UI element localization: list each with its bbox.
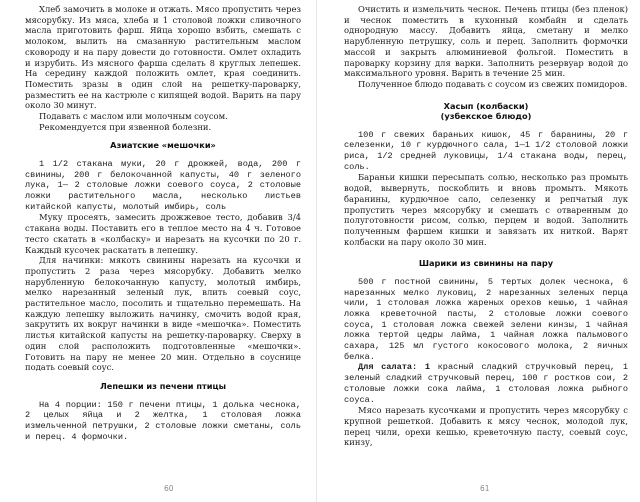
ingredients-list: 500 г постной свинины, 5 тертых долек чеснока, 6 нарезанных мелко луковиц, 2 нарезанных зеленых перца чили, 1 столовая ложка жареных орехов кешью, 1 чайная ложка креветочной пасты, 2 столовые ложки соевого соуса, 1 столовая ложка свежей зелени кинзы, 1 чайная ложка тертой цедры лайма, 1 чайная ложка пальмового сахара, 125 мл густого кокосового молока, 2 яичных белка. <box>344 276 628 362</box>
salad-ingredients-text: красный сладкий стручковый перец, 1 зеленый сладкий стручковый перец, 100 г ростков сои, 2 столовые ложки сока лайма, 1 столовая ложка рыбного соуса. <box>344 362 628 405</box>
right-page-column <box>344 4 628 448</box>
method-paragraph: Очистить и измельчить чеснок. Печень птицы (без пленок) и чеснок поместить в кухонный комбайн и сделать однородную массу. Добавить яйца, сметану и мелко нарубленную петрушку, соль и перец. Заполнить формочки массой и закрыть алюминиевой фольгой. Поместить в пароварку корзину для варки. Заполнить резервуар водой до максимального уровня. Варить в течение 25 мин. <box>344 4 628 79</box>
recipe-title: Шарики из свинины на пару <box>418 258 554 269</box>
ingredients-list: 100 г свежих бараньих кишок, 45 г баранины, 20 г селезенки, 10 г курдючного сала, 1—1 1/2 столовой ложки риса, 1/2 средней луковицы, 1/4 стакана воды, перец, соль. <box>344 129 628 172</box>
page-number: 61 <box>480 484 490 493</box>
method-paragraph: Муку просеять, замесить дрожжевое тесто, добавив 3/4 стакана воды. Поставить его в теплое место на 4 ч. Готовое тесто скатать в «колбаску» и нарезать на кусочки по 20 г. Каждый кусочек раскатать в лепешку. <box>25 212 301 255</box>
salad-label: Для салата: 1 <box>358 362 430 373</box>
method-paragraph: Мясо нарезать кусочками и пропустить через мясорубку с крупной решеткой. Добавить к мясу чеснок, молодой лук, перец чили, орехи кешью, креветочную пасту, соевый соус, кинзу, <box>344 405 628 448</box>
method-paragraph: Для начинки: мякоть свинины нарезать на кусочки и пропустить 2 раза через мясорубку. Добавить мелко нарубленную белокочанную капусту, молотый имбирь, мелко нарезанный зеленый лук, влить соевый соус, растительное масло, посолить и тщательно перемешать. На каждую лепешку выложить начинку, смочить водой края, закрутить их вокруг начинки в виде «мешочка». Поместить листья китайской капусты на решетку-пароварку. Сверху в один слой расположить подготовленные «мешочки». Готовить на пару не менее 20 мин. Отдельно в соуснице подать соевый соус. <box>25 255 301 373</box>
ingredients-list: 1 1/2 стакана муки, 20 г дрожжей, вода, 200 г свинины, 200 г белокочанной капусты, 40 г зеленого лука, 1— 2 столовые ложки соевого соуса, 2 столовые ложки растительного масла, несколько листьев китайской капусты, молотый имбирь, соль <box>25 158 301 212</box>
recipe-title: Азиатские «мешочки» <box>110 140 216 151</box>
recipe-subtitle: (узбекское блюдо) <box>440 111 532 122</box>
recommendation-note: Рекомендуется при язвенной болезни. <box>39 121 212 132</box>
page-number: 60 <box>164 484 174 493</box>
method-paragraph: Бараньи кишки пересыпать солью, несколько раз промыть водой, вывернуть, поскоблить и вновь промыть. Мякоть баранины, курдючное сало, селезенку и репчатый лук пропустить через мясорубку и смешать с отваренным до полуготовности рисом, солью, перцем и водой. Заполнить полученным фаршем кишки и завязать их ниткой. Варят колбаски на пару около 30 мин. <box>344 172 628 247</box>
recipe-title: Лепешки из печени птицы <box>100 381 226 391</box>
serving-note: Полученное блюдо подавать с соусом из свежих помидоров. <box>358 78 628 89</box>
left-page-column <box>25 4 301 442</box>
right-page <box>330 0 630 502</box>
serving-note: Подавать с маслом или молочным соусом. <box>39 111 228 122</box>
intro-paragraph: Хлеб замочить в молоке и отжать. Мясо пропустить через мясорубку. Из мяса, хлеба и 1 столовой ложки сливочного масла приготовить фарш. Яйца хорошо взбить, смешать с молоком, вылить на смазанную растительным маслом сковороду и на пару довести до готовности. Омлет охладить и изрубить. Из мясного фарша сделать 8 круглых лепешек. На середину каждой положить омлет, края соединить. Поместить зразы в один слой на решетку-пароварку, разместить ее на кастрюле с кипящей водой. Варить на пару около 30 минут. <box>25 4 301 111</box>
recipe-title: Хасып (колбаски) <box>443 100 529 111</box>
salad-ingredients <box>344 362 628 405</box>
left-page <box>0 0 300 502</box>
ingredients-list: На 4 порции: 150 г печени птицы, 1 долька чеснока, 2 целых яйца и 2 желтка, 1 столовая ложка измельченной петрушки, 2 столовые ложки сметаны, соль и перец. 4 формочки. <box>25 399 301 442</box>
page-gutter <box>316 0 317 502</box>
